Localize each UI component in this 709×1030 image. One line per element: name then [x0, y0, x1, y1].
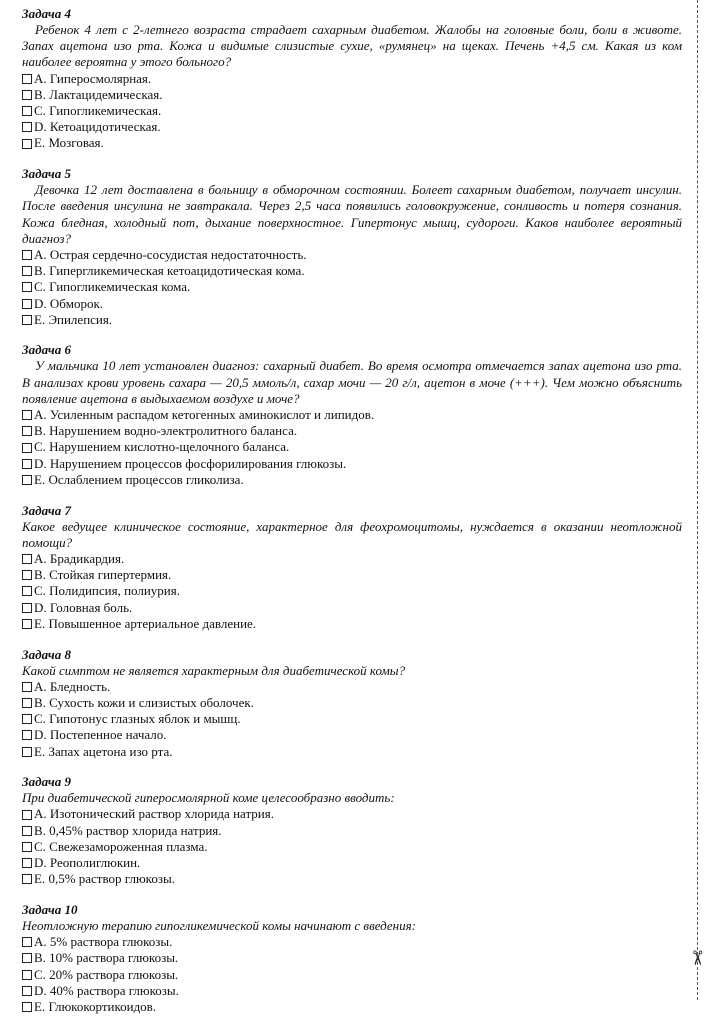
checkbox-icon[interactable] [22, 698, 32, 708]
answer-label: B. Лактацидемическая. [34, 86, 163, 102]
answer-option[interactable] [22, 263, 682, 279]
answer-option[interactable] [22, 439, 682, 455]
answer-label: E. 0,5% раствор глюкозы. [34, 871, 175, 887]
answer-label: E. Ослаблением процессов гликолиза. [34, 471, 244, 487]
task-question: Какое ведущее клиническое состояние, характерное для феохромоцитомы, нуждается в оказании неотложной помощи? [22, 518, 682, 550]
answer-label: B. Стойкая гипертермия. [34, 567, 172, 583]
checkbox-icon[interactable] [22, 730, 32, 740]
checkbox-icon[interactable] [22, 266, 32, 276]
scissors-icon: ✂ [685, 949, 708, 967]
answer-option[interactable] [22, 600, 682, 616]
answer-label: D. Обморок. [34, 295, 104, 311]
checkbox-icon[interactable] [22, 299, 32, 309]
task-question: У мальчика 10 лет установлен диагноз: сахарный диабет. Во время осмотра отмечается запах ацетона изо рта. В анализах крови уровень сахара — 20,5 ммоль/л, сахар мочи — 20 г/л, ацетон в моче (+++). Чем можно объяснить появление ацетона в выдыхаемом воздухе и моче? [22, 358, 682, 406]
answer-label: C. Свежезамороженная плазма. [34, 838, 208, 854]
checkbox-icon[interactable] [22, 90, 32, 100]
answer-option[interactable] [22, 567, 682, 583]
checkbox-icon[interactable] [22, 586, 32, 596]
document-page [22, 6, 682, 1030]
answer-label: E. Глюкокортикоидов. [34, 998, 157, 1014]
answer-option[interactable] [22, 727, 682, 743]
answer-label: E. Запах ацетона изо рта. [34, 743, 173, 759]
checkbox-icon[interactable] [22, 139, 32, 149]
checkbox-icon[interactable] [22, 619, 32, 629]
checkbox-icon[interactable] [22, 874, 32, 884]
task-5 [22, 166, 682, 328]
answer-option[interactable] [22, 823, 682, 839]
answer-label: C. Гипогликемическая. [34, 103, 162, 119]
checkbox-icon[interactable] [22, 459, 32, 469]
answer-label: D. Кетоацидотическая. [34, 119, 161, 135]
task-title: Задача 10 [22, 901, 78, 917]
checkbox-icon[interactable] [22, 603, 32, 613]
answer-label: D. 40% раствора глюкозы. [34, 982, 179, 998]
task-title: Задача 4 [22, 6, 71, 21]
answer-options [22, 247, 682, 328]
answer-label: C. Гипогликемическая кома. [34, 279, 191, 295]
answer-option[interactable] [22, 456, 682, 472]
checkbox-icon[interactable] [22, 443, 32, 453]
checkbox-icon[interactable] [22, 970, 32, 980]
answer-label: C. Полидипсия, полиурия. [34, 583, 180, 599]
checkbox-icon[interactable] [22, 410, 32, 420]
answer-label: A. Изотонический раствор хлорида натрия. [34, 806, 274, 822]
answer-label: B. 10% раствора глюкозы. [34, 950, 179, 966]
answer-label: E. Повышенное артериальное давление. [34, 615, 257, 631]
checkbox-icon[interactable] [22, 986, 32, 996]
task-question: Неотложную терапию гипогликемической комы начинают с введения: [22, 917, 416, 933]
answer-option[interactable] [22, 472, 682, 488]
checkbox-icon[interactable] [22, 682, 32, 692]
answer-option[interactable] [22, 999, 682, 1015]
answer-label: B. Нарушением водно-электролитного баланса. [34, 423, 298, 439]
answer-option[interactable] [22, 407, 682, 423]
answer-option[interactable] [22, 950, 682, 966]
task-question: Какой симптом не является характерным для диабетической комы? [22, 662, 406, 678]
answer-option[interactable] [22, 296, 682, 312]
checkbox-icon[interactable] [22, 475, 32, 485]
answer-label: C. 20% раствора глюкозы. [34, 966, 179, 982]
answer-option[interactable] [22, 806, 682, 822]
answer-label: A. Брадикардия. [34, 550, 125, 566]
checkbox-icon[interactable] [22, 282, 32, 292]
task-title: Задача 6 [22, 342, 71, 358]
answer-option[interactable] [22, 616, 682, 632]
answer-label: C. Гипотонус глазных яблок и мышц. [34, 711, 241, 727]
checkbox-icon[interactable] [22, 747, 32, 757]
checkbox-icon[interactable] [22, 858, 32, 868]
checkbox-icon[interactable] [22, 315, 32, 325]
checkbox-icon[interactable] [22, 826, 32, 836]
answer-option[interactable] [22, 871, 682, 887]
answer-label: E. Мозговая. [34, 135, 104, 151]
checkbox-icon[interactable] [22, 122, 32, 132]
answer-label: D. Реополиглюкин. [34, 855, 141, 871]
task-question: При диабетической гиперосмолярной коме целесообразно вводить: [22, 790, 395, 806]
answer-label: A. 5% раствора глюкозы. [34, 934, 173, 950]
answer-options [22, 407, 682, 488]
task-4 [22, 6, 682, 152]
task-title: Задача 8 [22, 646, 71, 662]
checkbox-icon[interactable] [22, 810, 32, 820]
answer-label: D. Постепенное начало. [34, 727, 167, 743]
answer-label: A. Острая сердечно-сосудистая недостаточность. [34, 246, 307, 262]
answer-label: B. Гипергликемическая кетоацидотическая кома. [34, 263, 305, 279]
answer-option[interactable] [22, 312, 682, 328]
answer-option[interactable] [22, 711, 682, 727]
answer-option[interactable] [22, 135, 682, 151]
answer-option[interactable] [22, 695, 682, 711]
answer-option[interactable] [22, 87, 682, 103]
answer-label: C. Нарушением кислотно-щелочного баланса. [34, 439, 290, 455]
checkbox-icon[interactable] [22, 1002, 32, 1012]
answer-option[interactable] [22, 423, 682, 439]
checkbox-icon[interactable] [22, 554, 32, 564]
answer-option[interactable] [22, 934, 682, 950]
answer-options [22, 71, 682, 152]
answer-label: D. Нарушением процессов фосфорилирования глюкозы. [34, 455, 347, 471]
checkbox-icon[interactable] [22, 842, 32, 852]
task-title: Задача 7 [22, 502, 71, 518]
answer-options [22, 806, 682, 887]
answer-label: E. Эпилепсия. [34, 311, 113, 327]
answer-label: B. Сухость кожи и слизистых оболочек. [34, 694, 254, 710]
answer-option[interactable] [22, 103, 682, 119]
checkbox-icon[interactable] [22, 953, 32, 963]
answer-option[interactable] [22, 71, 682, 87]
answer-option[interactable] [22, 583, 682, 599]
checkbox-icon[interactable] [22, 426, 32, 436]
answer-options [22, 679, 682, 760]
answer-label: A. Гиперосмолярная. [34, 70, 152, 86]
answer-option[interactable] [22, 967, 682, 983]
checkbox-icon[interactable] [22, 74, 32, 84]
task-9 [22, 774, 682, 887]
answer-label: A. Усиленным распадом кетогенных аминокислот и липидов. [34, 407, 375, 423]
task-8 [22, 647, 682, 760]
answer-label: B. 0,45% раствор хлорида натрия. [34, 822, 222, 838]
answer-option[interactable] [22, 839, 682, 855]
answer-options [22, 551, 682, 632]
answer-option[interactable] [22, 983, 682, 999]
answer-option[interactable] [22, 247, 682, 263]
task-title: Задача 5 [22, 166, 71, 182]
task-7 [22, 503, 682, 632]
checkbox-icon[interactable] [22, 570, 32, 580]
answer-option[interactable] [22, 679, 682, 695]
task-6 [22, 342, 682, 488]
answer-option[interactable] [22, 855, 682, 871]
answer-option[interactable] [22, 279, 682, 295]
task-question: Ребенок 4 лет с 2-летнего возраста страдает сахарным диабетом. Жалобы на головные боли, боли в животе. Запах ацетона изо рта. Кожа и видимые слизистые сухие, «румянец» на щеках. Печень +4,5 см. Какая из ком наиболее вероятна у этого больного? [22, 22, 682, 70]
cut-line [697, 0, 698, 1000]
answer-option[interactable] [22, 744, 682, 760]
answer-label: A. Бледность. [34, 678, 111, 694]
task-question: Девочка 12 лет доставлена в больницу в обморочном состоянии. Болеет сахарным диабетом, получает инсулин. После введения инсулина не завтракала. Через 2,5 часа появились головокружение, сонливость и потеря сознания. Кожа бледная, холодный пот, дыхание поверхностное. Гипертонус мышц, судороги. Каков наиболее вероятный диагноз? [22, 182, 682, 246]
answer-option[interactable] [22, 119, 682, 135]
answer-option[interactable] [22, 551, 682, 567]
answer-label: D. Головная боль. [34, 599, 133, 615]
checkbox-icon[interactable] [22, 714, 32, 724]
checkbox-icon[interactable] [22, 250, 32, 260]
checkbox-icon[interactable] [22, 937, 32, 947]
checkbox-icon[interactable] [22, 106, 32, 116]
task-title: Задача 9 [22, 774, 71, 790]
answer-options [22, 934, 682, 1015]
task-10 [22, 902, 682, 1015]
